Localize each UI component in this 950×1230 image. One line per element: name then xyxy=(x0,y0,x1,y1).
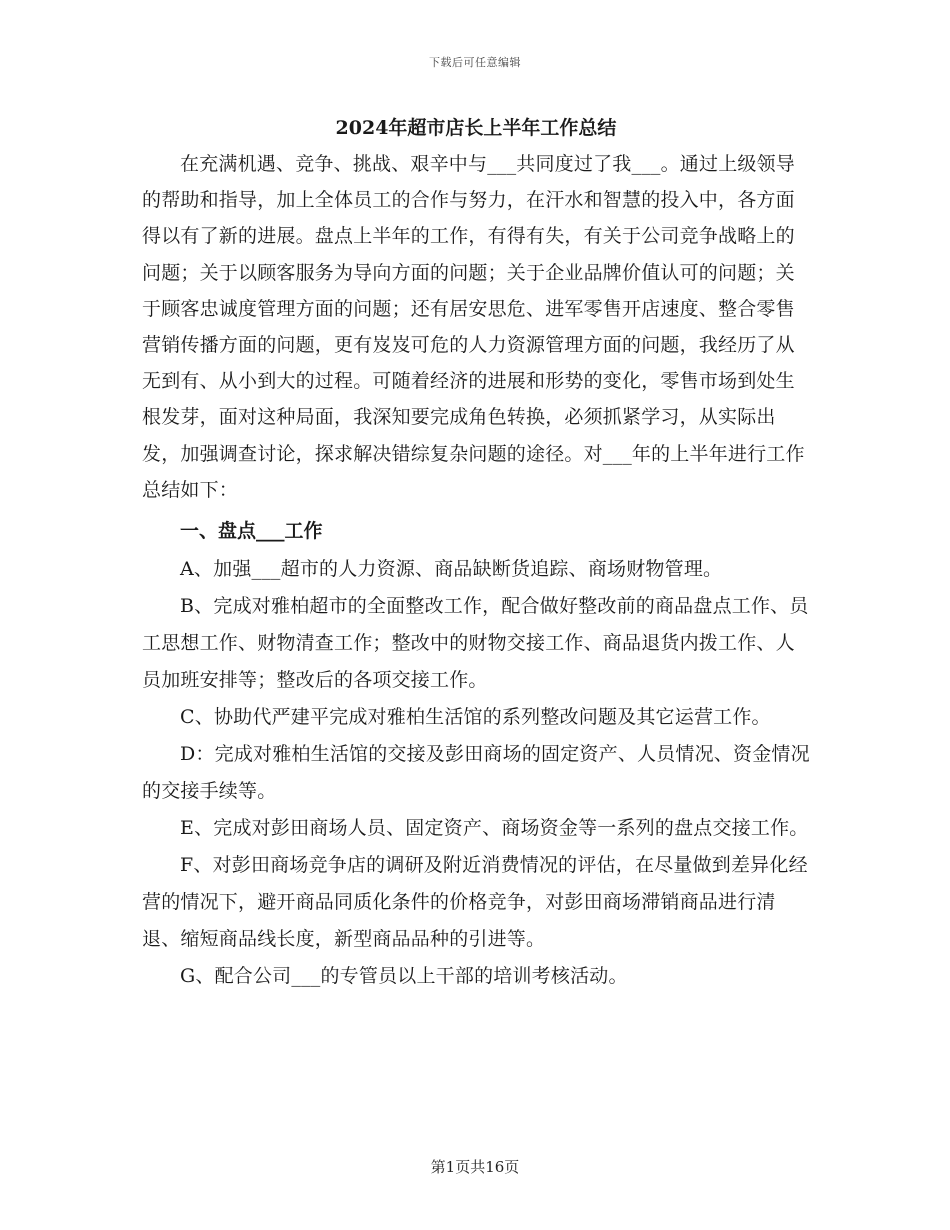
page-indicator: 第1页共16页 xyxy=(430,1158,520,1176)
list-item: B、完成对雅柏超市的全面整改工作，配合做好整改前的商品盘点工作、员工思想工作、财物清查工作；整改中的财物交接工作、商品退货内拨工作、人员加班安排等；整改后的各项交接工作。 xyxy=(142,595,809,692)
list-item: A、加强___超市的人力资源、商品缺断货追踪、商场财物管理。 xyxy=(180,558,723,581)
section-heading: 一、盘点___工作 xyxy=(180,520,323,543)
list-item: C、协助代严建平完成对雅柏生活馆的系列整改问题及其它运营工作。 xyxy=(180,706,771,729)
header-note: 下载后可任意编辑 xyxy=(429,56,521,69)
list-item: F、对彭田商场竞争店的调研及附近消费情况的评估，在尽量做到差异化经营的情况下，避开商品同质化条件的价格竞争，对彭田商场滞销商品进行清退、缩短商品线长度，新型商品品种的引进等。 xyxy=(142,854,808,951)
document-title: 2024年超市店长上半年工作总结 xyxy=(335,117,617,139)
list-item: E、完成对彭田商场人员、固定资产、商场资金等一系列的盘点交接工作。 xyxy=(180,817,809,840)
list-item: D：完成对雅柏生活馆的交接及彭田商场的固定资产、人员情况、资金情况的交接手续等。 xyxy=(142,743,810,803)
document-body xyxy=(142,112,810,995)
intro-paragraph: 在充满机遇、竞争、挑战、艰辛中与___共同度过了我___。通过上级领导的帮助和指导，加上全体员工的合作与努力，在汗水和智慧的投入中，各方面得以有了新的进展。盘点上半年的工作，有得有失，有关于公司竞争战略上的问题；关于以顾客服务为导向方面的问题；关于企业品牌价值认可的问题；关于顾客忠诚度管理方面的问题；还有居安思危、进军零售开店速度、整合零售营销传播方面的问题，更有岌岌可危的人力资源管理方面的问题，我经历了从无到有、从小到大的过程。可随着经济的进展和形势的变化，零售市场到处生根发芽，面对这种局面，我深知要完成角色转换，必须抓紧学习，从实际出发，加强调查讨论，探求解决错综复杂问题的途径。对___年的上半年进行工作总结如下： xyxy=(142,153,805,501)
list-item: G、配合公司___的专管员以上干部的培训考核活动。 xyxy=(180,965,628,988)
